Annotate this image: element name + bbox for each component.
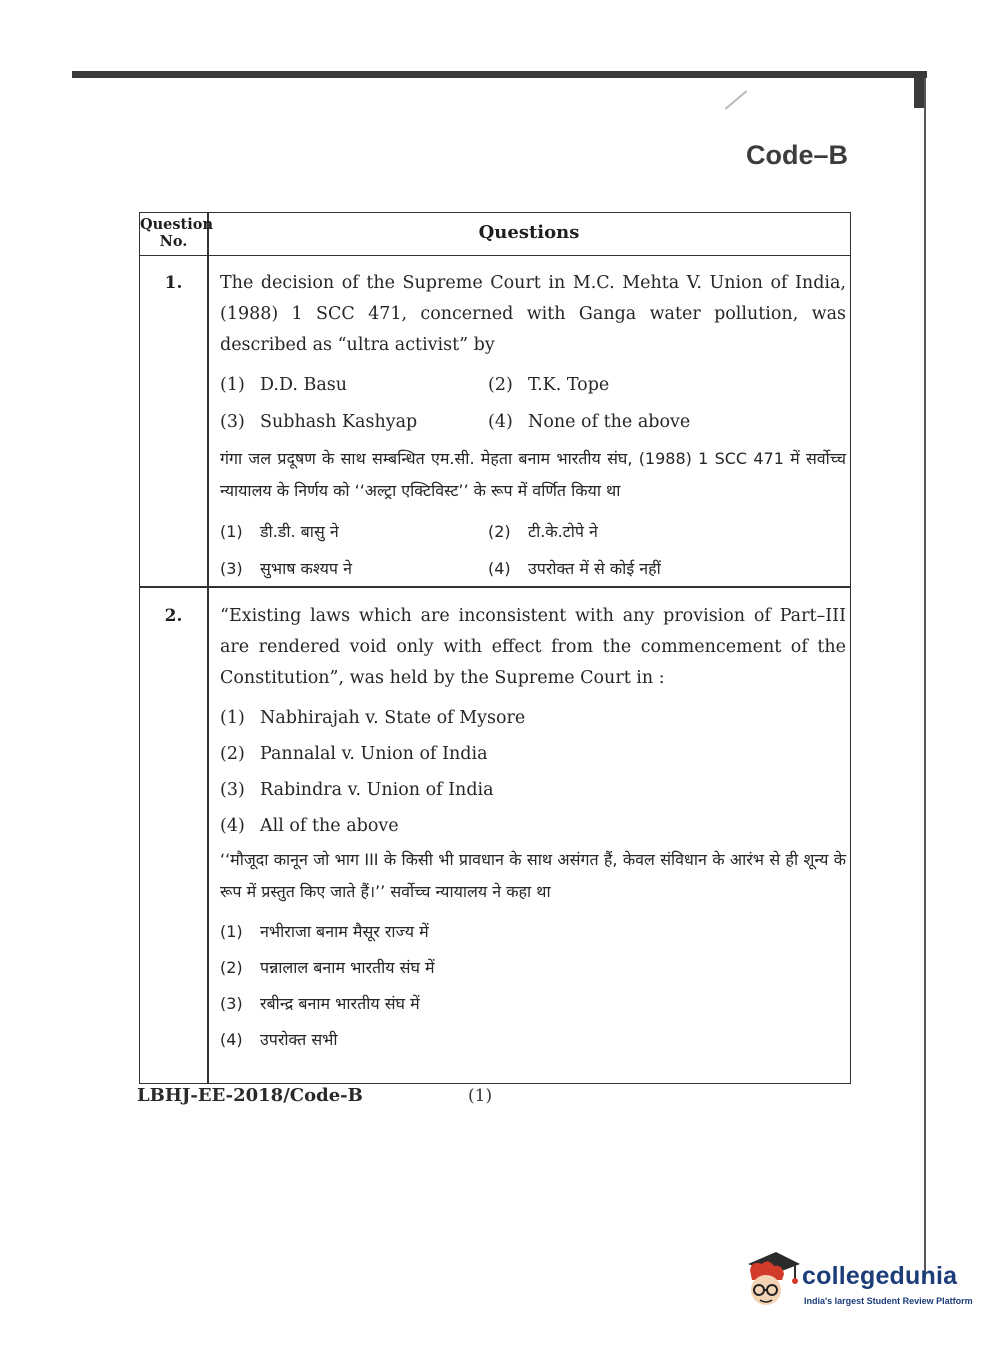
options-hindi: [220, 914, 846, 1058]
question-text-hindi: गंगा जल प्रदूषण के साथ सम्बन्धित एम.सी. मेहता बनाम भारतीय संघ, (1988) 1 SCC 471 में सर्वोच्च न्यायालय के निर्णय को ‘‘अल्ट्रा एक्टिविस्ट’’ के रूप में वर्णित किया था: [220, 449, 846, 500]
option: (4) None of the above: [488, 412, 691, 432]
option: (2) पन्नालाल बनाम भारतीय संघ में: [220, 958, 435, 977]
graduate-mascot-icon: [742, 1250, 802, 1312]
option: (2) T.K. Tope: [488, 375, 610, 395]
question-text-english: The decision of the Supreme Court in M.C. Mehta V. Union of India, (1988) 1 SCC 471, concerned with Ganga water pollution, was described as “ultra activist” by: [220, 273, 846, 355]
question-text-english: “Existing laws which are inconsistent with any provision of Part–III are rendered void only with effect from the commencement of the Constitution”, was held by the Supreme Court in :: [220, 606, 846, 688]
option: (4) All of the above: [220, 815, 399, 836]
question-1: [220, 268, 846, 587]
header-questions: Questions: [478, 222, 580, 243]
option: (1) डी.डी. बासु ने: [220, 521, 339, 541]
question-text-hindi: ‘‘मौजूदा कानून जो भाग III के किसी भी प्रावधान के साथ असंगत हैं, केवल संविधान के आरंभ से ही शून्य के रूप में प्रस्तुत किए जाते हैं।’’ सर्वोच्च न्यायालय ने कहा था: [220, 850, 846, 901]
question-2: [220, 601, 846, 1058]
page-number: (1): [468, 1086, 493, 1106]
top-border-bar: [72, 71, 927, 78]
code-title: Code–B: [745, 140, 848, 170]
pencil-mark: [725, 90, 748, 110]
option: (4) उपरोक्त में से कोई नहीं: [488, 558, 661, 578]
right-border-line: [924, 78, 926, 1278]
options-english: [220, 367, 846, 441]
option: (4) उपरोक्त सभी: [220, 1030, 338, 1049]
option: (2) Pannalal v. Union of India: [220, 743, 488, 764]
question-number: 2.: [164, 606, 183, 626]
footer-code: LBHJ-EE-2018/Code-B: [137, 1085, 363, 1106]
question-number: 1.: [164, 273, 183, 293]
header-question-no: Question No.: [140, 216, 213, 250]
brand-name: collegedunia: [802, 1262, 958, 1290]
option: (1) D.D. Basu: [220, 375, 348, 395]
question-table: [139, 212, 851, 1084]
collegedunia-logo: [742, 1250, 972, 1320]
options-hindi: [220, 513, 846, 587]
option: (3) Subhash Kashyap: [220, 412, 418, 432]
option: (2) टी.के.टोपे ने: [488, 521, 598, 541]
option: (1) Nabhirajah v. State of Mysore: [220, 707, 526, 728]
table-header: [140, 213, 850, 256]
column-divider: [207, 213, 209, 1083]
option: (1) नभीराजा बनाम मैसूर राज्य में: [220, 922, 429, 941]
brand-tagline: India's largest Student Review Platform: [804, 1296, 973, 1306]
option: (3) Rabindra v. Union of India: [220, 779, 494, 800]
option: (3) सुभाष कश्यप ने: [220, 558, 352, 578]
option: (3) रबीन्द्र बनाम भारतीय संघ में: [220, 994, 420, 1013]
options-english: [220, 700, 846, 844]
